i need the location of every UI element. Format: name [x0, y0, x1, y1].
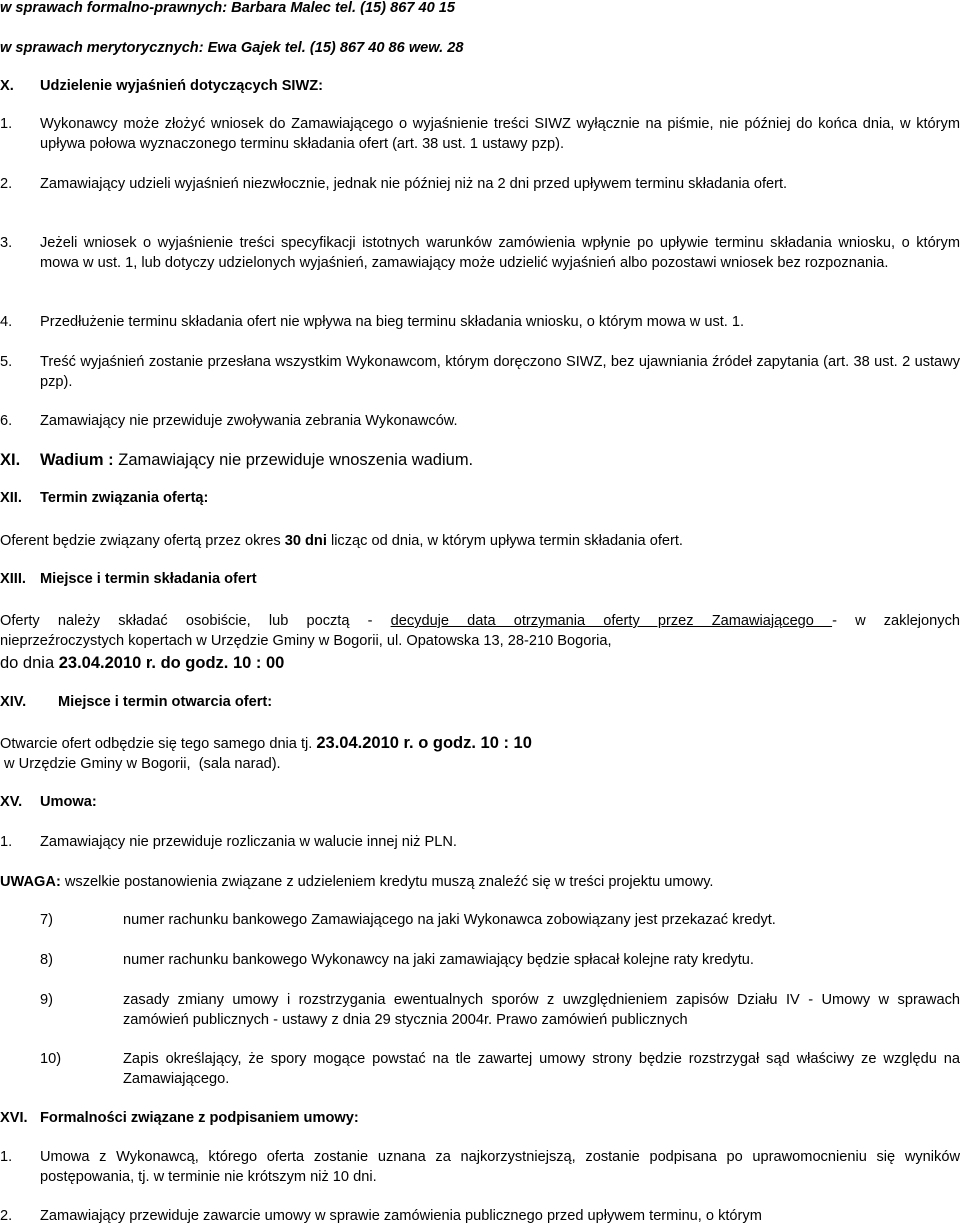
section-title: Miejsce i termin składania ofert — [40, 571, 257, 587]
underlined-text: decyduje data otrzymania oferty przez Zamawiającego — [390, 613, 833, 629]
deadline-time: 10 : 00 — [232, 654, 285, 672]
list-item — [0, 950, 960, 970]
item-text: Zamawiający udzieli wyjaśnień niezwłocznie, jednak nie później niż na 2 dni przed upływem terminu składania ofert. — [40, 176, 788, 192]
section-title: Udzielenie wyjaśnień dotyczących SIWZ: — [40, 78, 324, 94]
list-item — [0, 832, 960, 852]
note — [0, 872, 960, 892]
opening-date: 23.04.2010 r. o godz. 10 : 10 — [316, 734, 532, 752]
section-title: Umowa: — [40, 794, 97, 810]
deadline-date: 23.04.2010 r. — [58, 654, 156, 672]
item-text: Treść wyjaśnień zostanie przesłana wszystkim Wykonawcom, którym doręczono SIWZ, bez ujawniania źródeł zapytania (art. 38 ust. 2 ustawy pzp). — [40, 354, 960, 390]
section-number: XVI. — [0, 1110, 28, 1126]
text: nieprzeźroczystych kopertach w Urzędzie Gminy w Bogorii, ul. Opatowska 13, 28-210 Bogoria, — [0, 633, 612, 649]
list-item — [0, 1147, 960, 1187]
item-text: Umowa z Wykonawcą, którego oferta zostanie uznana za najkorzystniejszą, zostanie podpisana po uprawomocnieniu się wyników postępowania, tj. w terminie nie krótszym niż 10 dni. — [40, 1149, 960, 1185]
text: w Urzędzie Gminy w Bogorii, (sala narad). — [0, 756, 281, 772]
list-item — [0, 233, 960, 273]
text: Oferent będzie związany ofertą przez okres — [0, 533, 285, 549]
text: Oferty należy składać osobiście, lub pocztą - — [0, 613, 391, 629]
item-number: 1. — [0, 116, 13, 132]
section-number: XII. — [0, 490, 22, 506]
text: do godz. — [155, 654, 233, 672]
list-item — [0, 990, 960, 1030]
section-title: Miejsce i termin otwarcia ofert: — [58, 694, 273, 710]
section-heading — [0, 692, 960, 712]
item-number: 8) — [40, 952, 53, 968]
item-number: 3. — [0, 235, 13, 251]
note-label: UWAGA: — [0, 874, 61, 890]
item-number: 2. — [0, 176, 13, 192]
contact-formal: w sprawach formalno-prawnych: Barbara Malec tel. (15) 867 40 15 — [0, 0, 456, 16]
paragraph — [0, 611, 960, 651]
section-title: Termin związania ofertą: — [40, 490, 209, 506]
note-text: wszelkie postanowienia związane z udzieleniem kredytu muszą znaleźć się w treści projektu umowy. — [60, 874, 714, 890]
item-text: Zamawiający nie przewiduje zwoływania zebrania Wykonawców. — [40, 413, 458, 429]
text: do dnia — [0, 654, 59, 672]
section-heading — [0, 1108, 960, 1128]
section-number: XIV. — [0, 694, 27, 710]
item-text: numer rachunku bankowego Wykonawcy na jaki zamawiający będzie spłacał kolejne raty kredytu. — [123, 952, 754, 968]
section-heading — [0, 76, 960, 96]
item-text: numer rachunku bankowego Zamawiającego na jaki Wykonawca zobowiązany jest przekazać kredyt. — [123, 912, 776, 928]
list-item — [0, 411, 960, 431]
section-number: XI. — [0, 451, 21, 469]
section-number: XV. — [0, 794, 23, 810]
item-text: Zamawiający nie przewiduje rozliczania w walucie innej niż PLN. — [40, 834, 457, 850]
paragraph — [0, 733, 960, 774]
text: - w zaklejonych — [832, 613, 960, 629]
list-item — [0, 312, 960, 332]
section-title: Formalności związane z podpisaniem umowy: — [40, 1110, 359, 1126]
list-item — [0, 910, 960, 930]
paragraph — [0, 531, 960, 551]
section-number: XIII. — [0, 571, 26, 587]
item-text: Zapis określający, że spory mogące powstać na tle zawartej umowy strony będzie rozstrzygał sąd właściwy ze względu na Zamawiającego. — [123, 1051, 960, 1087]
item-number: 5. — [0, 354, 13, 370]
section-number: X. — [0, 78, 14, 94]
list-item — [0, 114, 960, 154]
section-title: Wadium : — [40, 451, 114, 469]
list-item — [0, 1206, 960, 1226]
section-text: Zamawiający nie przewiduje wnoszenia wadium. — [118, 451, 474, 469]
section-heading — [0, 792, 960, 812]
list-item — [0, 352, 960, 392]
item-number: 9) — [40, 992, 53, 1008]
item-text: zasady zmiany umowy i rozstrzygania ewentualnych sporów z uwzględnieniem zapisów Działu IV - Umowy w sprawach zamówień publicznych - ustawy z dnia 29 stycznia 2004r. Prawo zamówień publicznych — [123, 992, 960, 1028]
item-number: 2. — [0, 1208, 13, 1224]
item-number: 6. — [0, 413, 13, 429]
item-number: 4. — [0, 314, 13, 330]
text: Otwarcie ofert odbędzie się tego samego dnia tj. — [0, 736, 317, 752]
bold-text: 30 dni — [284, 533, 327, 549]
item-text: Zamawiający przewiduje zawarcie umowy w sprawie zamówienia publicznego przed upływem terminu, o którym — [40, 1208, 762, 1224]
item-text: Wykonawcy może złożyć wniosek do Zamawiającego o wyjaśnienie treści SIWZ wyłącznie na piśmie, nie później do końca dnia, w którym upływa połowa wyznaczonego terminu składania ofert (art. 38 ust. 1 ustawy pzp). — [40, 116, 960, 152]
list-item — [0, 1049, 960, 1089]
contact-merit: w sprawach merytorycznych: Ewa Gajek tel. (15) 867 40 86 wew. 28 — [0, 40, 464, 56]
deadline — [0, 652, 960, 674]
text: licząc od dnia, w którym upływa termin składania ofert. — [326, 533, 683, 549]
section-heading — [0, 450, 960, 470]
section-heading — [0, 569, 960, 589]
section-heading — [0, 488, 960, 508]
item-text: Przedłużenie terminu składania ofert nie wpływa na bieg terminu składania wniosku, o którym mowa w ust. 1. — [40, 314, 745, 330]
item-number: 1. — [0, 834, 13, 850]
list-item — [0, 174, 960, 194]
item-number: 7) — [40, 912, 53, 928]
item-number: 10) — [40, 1051, 62, 1067]
item-number: 1. — [0, 1149, 13, 1165]
item-text: Jeżeli wniosek o wyjaśnienie treści specyfikacji istotnych warunków zamówienia wpłynie po upływie terminu składania wniosku, o którym mowa w ust. 1, lub dotyczy udzielonych wyjaśnień, zamawiający może udzielić wyjaśnień albo pozostawi wniosek bez rozpoznania. — [40, 235, 960, 271]
